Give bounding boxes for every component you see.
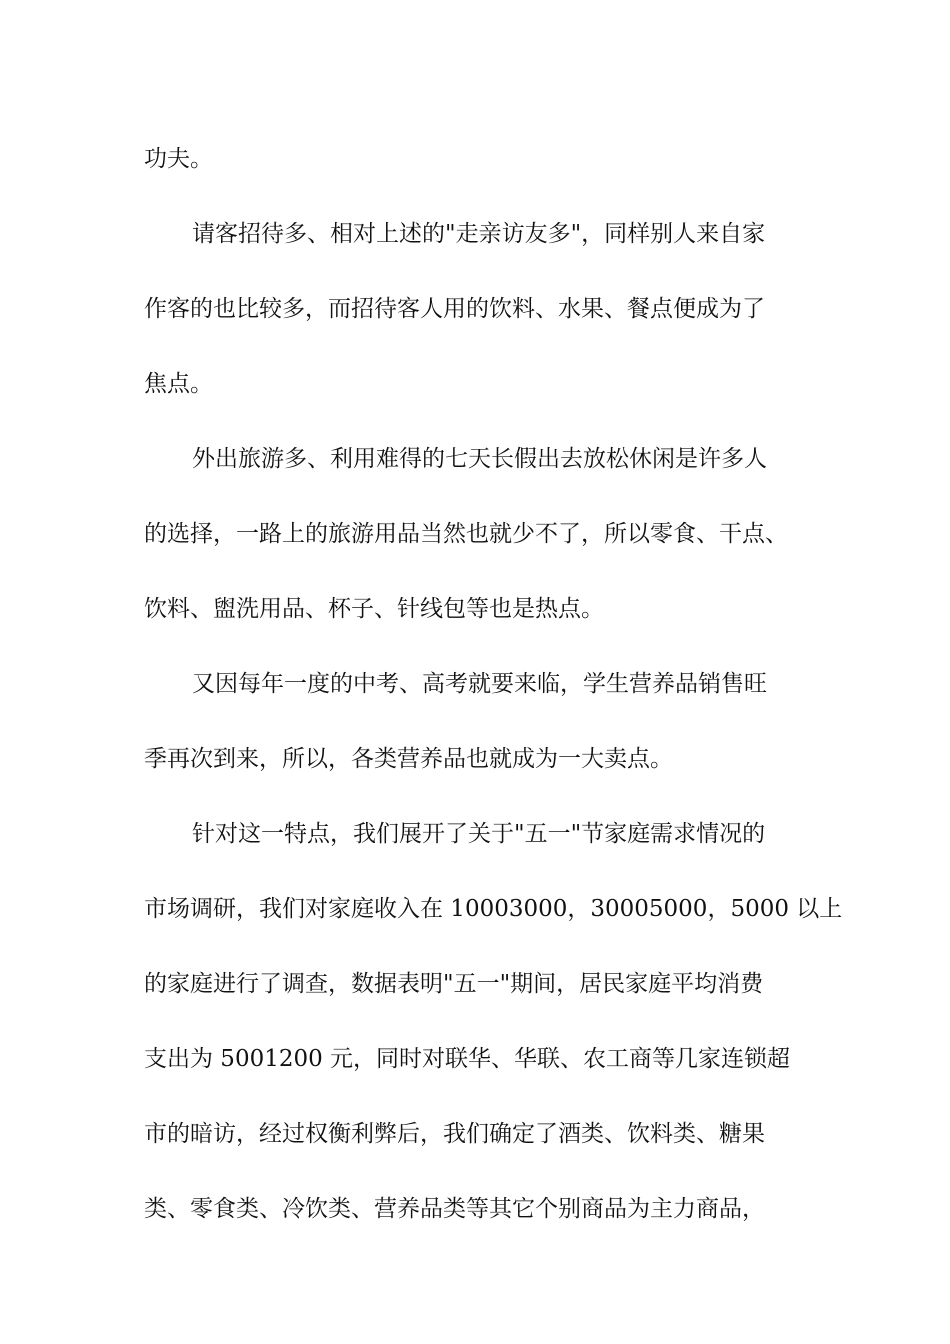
body-text [144,122,843,1247]
text-line: 饮料、盥洗用品、杯子、针线包等也是热点。 [144,596,604,622]
paragraph-start-line: 外出旅游多、利用难得的七天长假出去放松休闲是许多人 [192,446,767,472]
text-line: 市场调研，我们对家庭收入在 10003000，30005000，5000 以上 [144,896,843,922]
text-line: 支出为 5001200 元，同时对联华、华联、农工商等几家连锁超 [144,1046,791,1072]
text-line: 季再次到来，所以，各类营养品也就成为一大卖点。 [144,746,673,772]
text-line: 类、零食类、冷饮类、营养品类等其它个别商品为主力商品， [144,1196,765,1222]
paragraph-start-line: 又因每年一度的中考、高考就要来临，学生营养品销售旺 [192,671,767,697]
text-line: 的选择，一路上的旅游用品当然也就少不了，所以零食、干点、 [144,521,788,547]
text-line: 功夫。 [144,146,213,172]
text-line: 焦点。 [144,371,213,397]
paragraph-start-line: 针对这一特点，我们展开了关于"五一"节家庭需求情况的 [192,821,766,847]
paragraph-start-line: 请客招待多、相对上述的"走亲访友多"，同样别人来自家 [192,221,766,247]
text-line: 市的暗访，经过权衡利弊后，我们确定了酒类、饮料类、糖果 [144,1121,765,1147]
text-line: 的家庭进行了调查，数据表明"五一"期间，居民家庭平均消费 [144,971,764,997]
text-line: 作客的也比较多，而招待客人用的饮料、水果、餐点便成为了 [144,296,765,322]
